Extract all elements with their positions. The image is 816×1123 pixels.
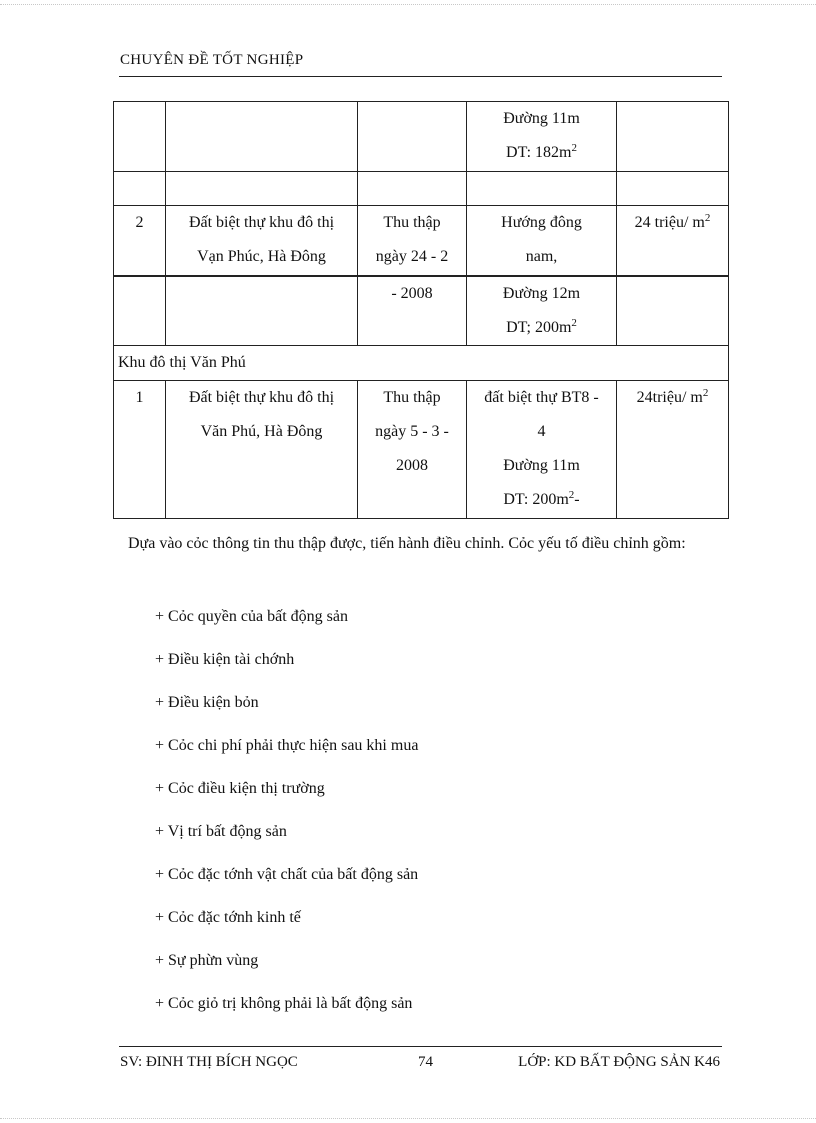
cell-text: Đường 12m [502, 284, 581, 302]
section-title: Khu đô thị Văn Phú [114, 346, 729, 381]
table-cell [166, 206, 358, 276]
table-cell [358, 381, 467, 519]
table-cell [467, 206, 617, 276]
page-number: 74 [418, 1054, 433, 1070]
list-item: + Điều kiện tài chớnh [155, 651, 295, 668]
table-cell [358, 276, 467, 346]
footer-student: SV: ĐINH THỊ BÍCH NGỌC [120, 1054, 298, 1070]
list-item: + Cỏc điều kiện thị trường [155, 780, 325, 797]
table-cell [358, 102, 467, 172]
table-cell [166, 381, 358, 519]
table-cell [358, 206, 467, 276]
price-data-table [113, 101, 729, 519]
list-item: + Cỏc đặc tớnh kinh tế [155, 909, 301, 926]
list-item: + Cỏc đặc tớnh vật chất của bất động sản [155, 866, 419, 883]
table-cell [617, 102, 729, 172]
superscript: 2 [568, 489, 575, 501]
cell-text: đất biệt thự BT8 - [484, 389, 599, 406]
cell-text: Đất biệt thự khu đô thị [188, 389, 335, 406]
paragraph-text: Dựa vào cỏc thông tin thu thập được, tiến hành điều chỉnh. Cỏc yếu tố điều chỉnh gồm: [128, 535, 686, 552]
cell-text: Văn Phú, Hà Đông [200, 423, 323, 440]
cell-text: Vạn Phúc, Hà Đông [197, 248, 326, 265]
table-cell [617, 381, 729, 519]
table-row [114, 276, 729, 346]
superscript: 2 [704, 212, 711, 224]
table-row [114, 381, 729, 519]
table-row-empty [114, 172, 729, 206]
cell-text: Đất biệt thự khu đô thị [188, 214, 335, 231]
header-rule [119, 76, 722, 77]
intro-paragraph [120, 526, 720, 562]
section-row [114, 346, 729, 381]
cell-text: 4 [537, 423, 546, 440]
cell-text: DT; 200m [506, 318, 572, 336]
cell-text: Hướng đông [501, 214, 582, 231]
running-header: CHUYÊN ĐỀ TỐT NGHIỆP [120, 52, 304, 68]
list-item: + Cỏc giỏ trị không phải là bất động sản [155, 995, 413, 1012]
list-item: + Vị trí bất động sản [155, 823, 287, 840]
table-row [114, 206, 729, 276]
row-number: 1 [114, 381, 166, 519]
cell-text: DT: 182m [506, 144, 572, 161]
table-cell [467, 381, 617, 519]
cell-text: - [574, 491, 580, 508]
list-item: + Cỏc chi phí phải thực hiện sau khi mua [155, 737, 419, 754]
table-cell [617, 206, 729, 276]
adjustment-factor-list [155, 600, 418, 1030]
cell-text: Thu thập [383, 214, 441, 231]
cell-text: - 2008 [391, 284, 433, 302]
cell-text: ngày 24 - 2 [375, 248, 449, 265]
table-cell [166, 102, 358, 172]
cell-text: Đường 11m [503, 457, 580, 474]
bottom-dotted-border [0, 1118, 816, 1119]
superscript: 2 [571, 142, 577, 154]
cell-text: nam, [525, 248, 558, 265]
table-cell [467, 276, 617, 346]
table-cell [467, 102, 617, 172]
cell-text: Đường 11m [503, 110, 580, 127]
price-text: 24 triệu/ m [634, 214, 705, 231]
list-item: + Cỏc quyền của bất động sản [155, 608, 348, 625]
cell-text: Thu thập [383, 389, 441, 406]
price-text: 24triệu/ m [636, 389, 703, 406]
cell-text: DT: 200m [503, 491, 569, 508]
row-number: 2 [114, 206, 166, 276]
cell-text: 2008 [396, 457, 428, 474]
list-item: + Sự phừn vùng [155, 952, 259, 969]
top-dotted-border [0, 4, 816, 5]
table-row [114, 102, 729, 172]
superscript: 2 [571, 316, 577, 329]
table-cell [114, 102, 166, 172]
cell-text: ngày 5 - 3 - [375, 423, 449, 440]
footer-class: LỚP: KD BẤT ĐỘNG SẢN K46 [518, 1054, 720, 1070]
footer-rule [119, 1046, 722, 1047]
superscript: 2 [702, 387, 709, 399]
list-item: + Điều kiện bỏn [155, 694, 259, 711]
